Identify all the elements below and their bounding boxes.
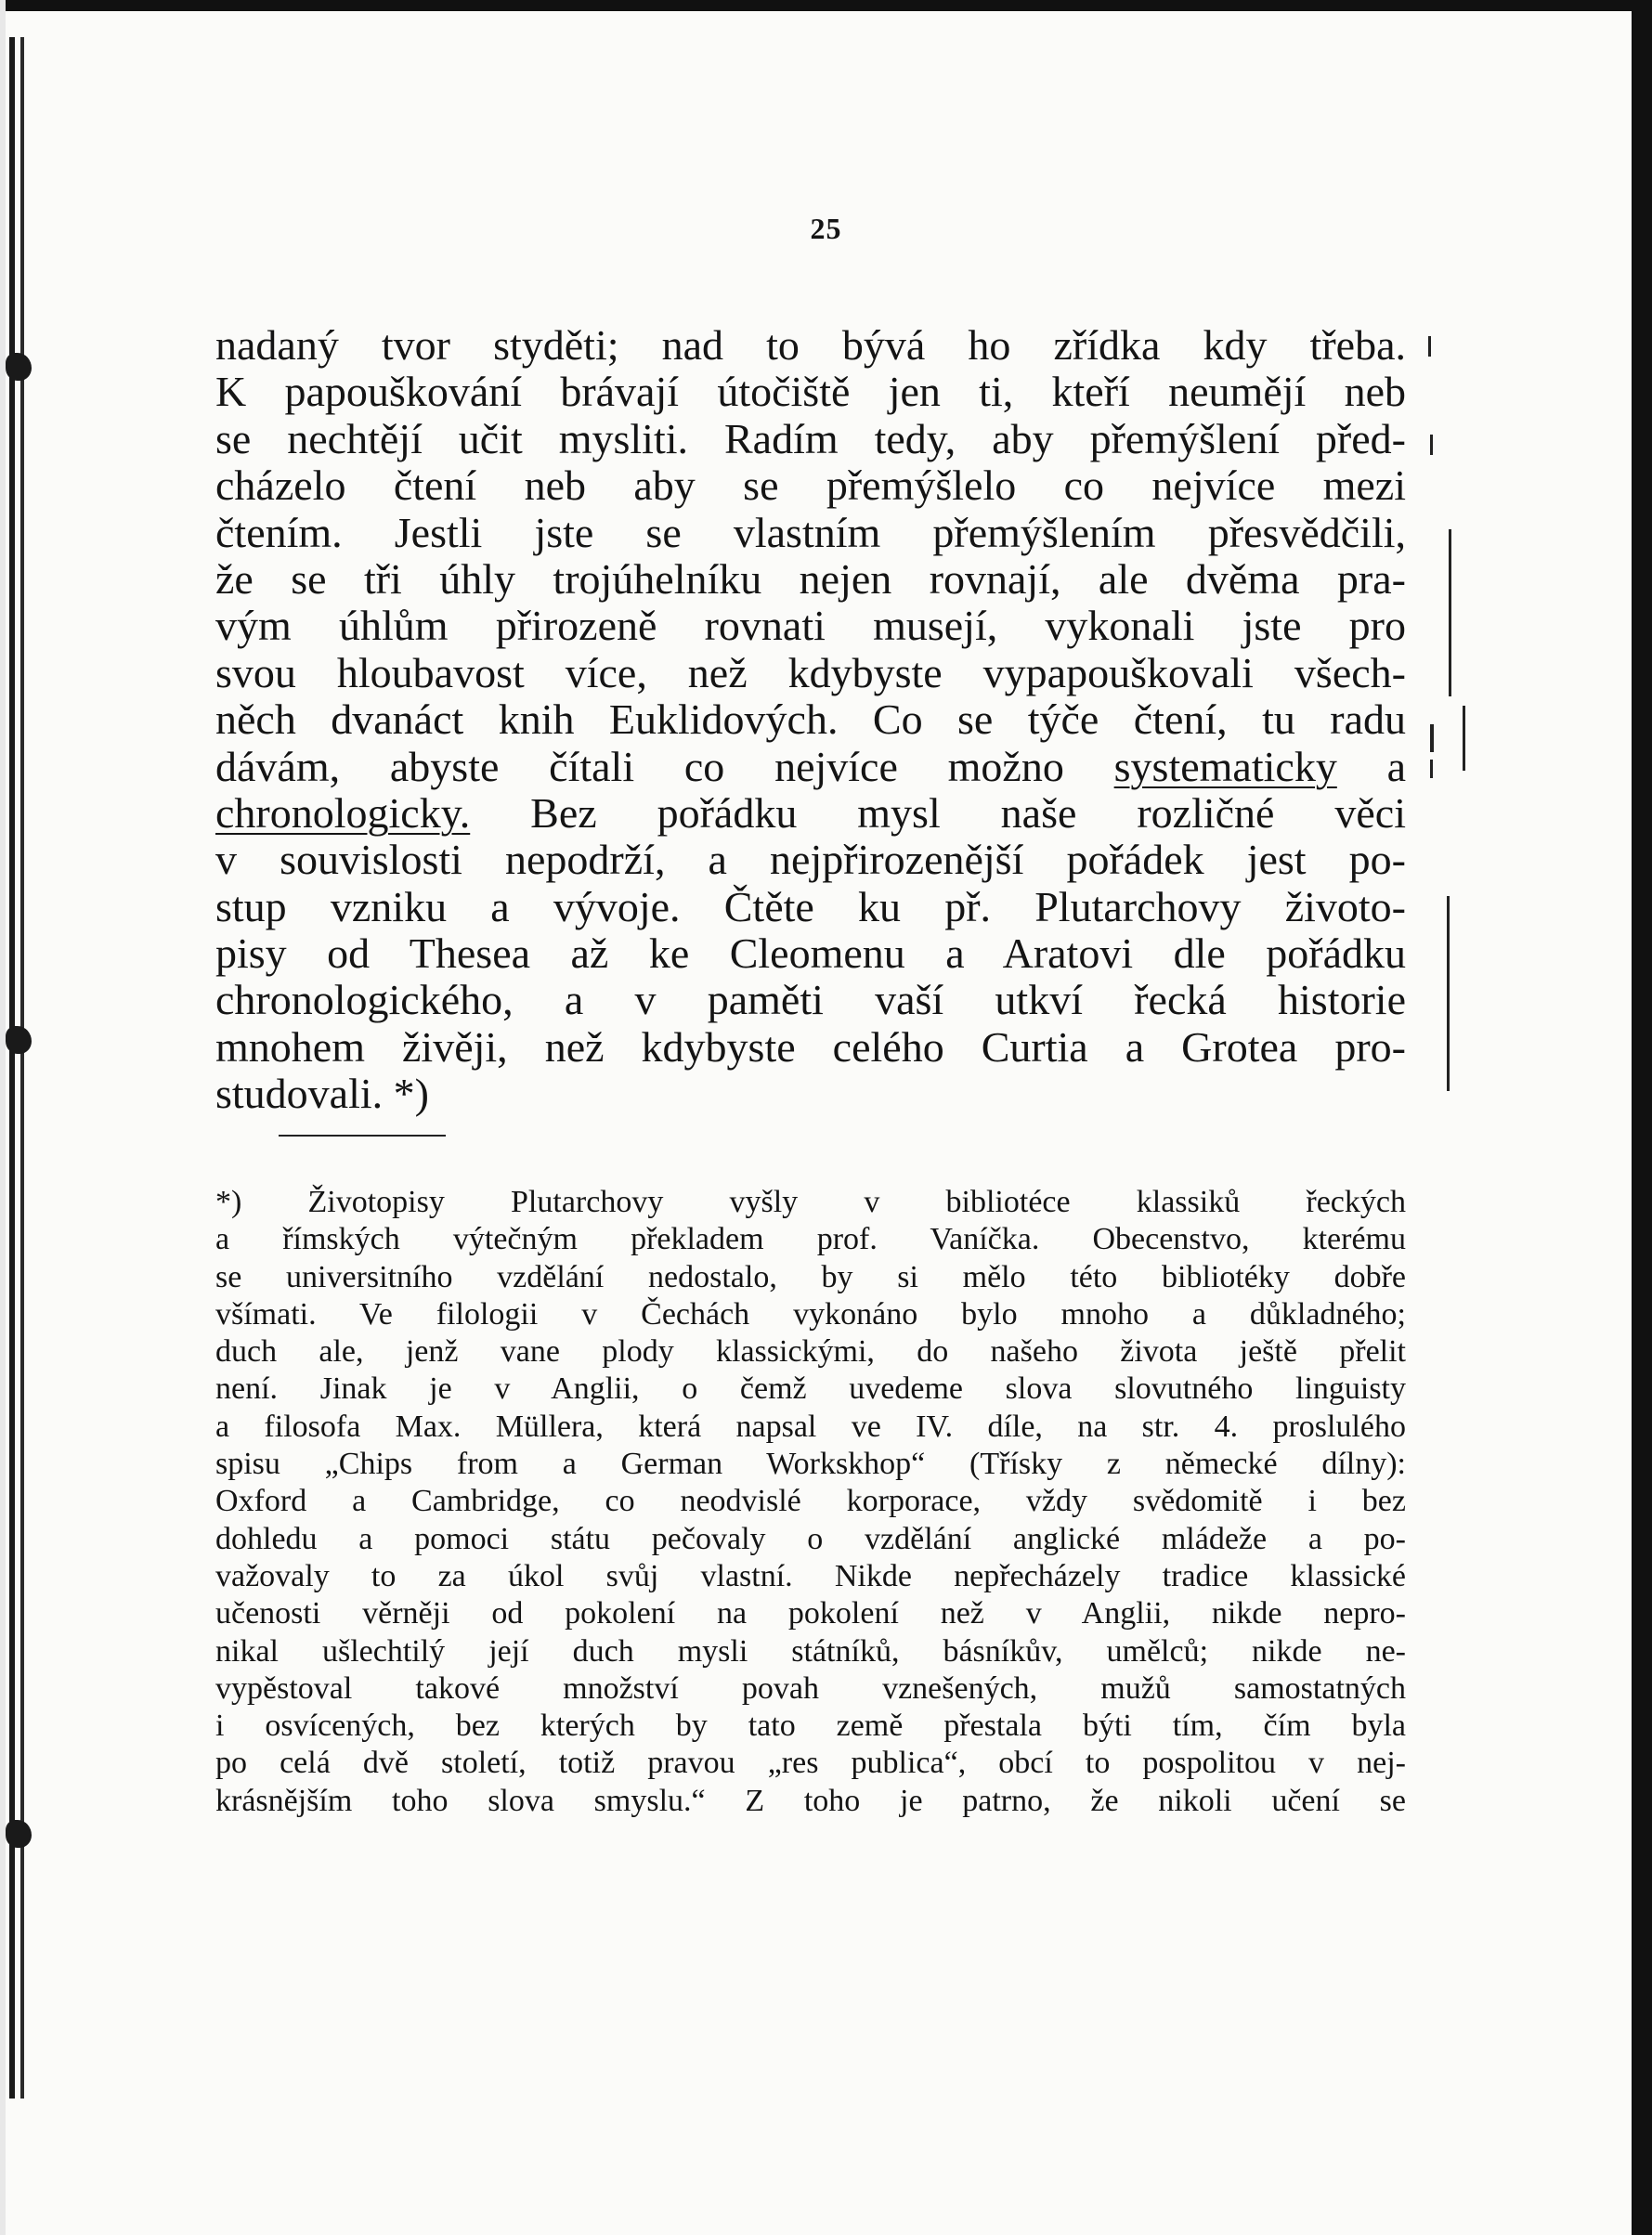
footnote-line: a římských výtečným překladem prof. Vaníčka. Obecenstvo, kterému	[215, 1222, 1406, 1257]
binding-knot	[6, 353, 32, 381]
body-line: chronologického, a v paměti vaší utkví řecká historie	[215, 976, 1406, 1024]
footnote	[215, 1184, 1406, 1820]
margin-mark	[1430, 760, 1433, 778]
footnote-line: vypěstoval takové množství povah vznešených, mužů samostatných	[215, 1670, 1406, 1706]
body-line: v souvislosti nepodrží, a nejpřirozenější pořádek jest po-	[215, 836, 1406, 884]
footnote-line: Oxford a Cambridge, co neodvislé korporace, vždy svědomitě i bez	[215, 1484, 1406, 1519]
body-line: vým úhlům přirozeně rovnati musejí, vykonali jste pro	[215, 602, 1406, 650]
footnote-line: krásnějším toho slova smyslu.“ Z toho je patrno, že nikoli učení se	[215, 1783, 1406, 1818]
margin-mark	[1449, 529, 1451, 696]
scan-top-edge	[0, 0, 1652, 11]
footnote-line: učenosti věrněji od pokolení na pokolení než v Anglii, nikde nepro-	[215, 1596, 1406, 1631]
footnote-line: dohledu a pomoci státu pečovaly o vzdělání anglické mládeže a po-	[215, 1521, 1406, 1556]
body-line: něch dvanáct knih Euklidových. Co se týče čtení, tu radu	[215, 695, 1406, 744]
underlined-word: chronologicky.	[215, 788, 471, 837]
footnote-line: nikal ušlechtilý její duch mysli státníků, básníkův, umělců; nikde ne-	[215, 1633, 1406, 1669]
margin-mark	[1447, 896, 1450, 1091]
body-line: mnohem živěji, než kdybyste celého Curtia a Grotea pro-	[215, 1022, 1406, 1071]
text-segment: dávám, abyste čítali co nejvíce možno	[215, 742, 1064, 790]
body-line-underlined	[215, 790, 1406, 837]
footnote-line: po celá dvě století, totiž pravou „res publica“, obcí to pospolitou v nej-	[215, 1746, 1406, 1781]
footnote-line: *) Životopisy Plutarchovy vyšly v bibliotéce klassiků řeckých	[215, 1185, 1406, 1219]
scan-right-edge	[1632, 0, 1652, 2235]
binding-knot	[6, 1820, 32, 1848]
body-line: nadaný tvor styděti; nad to bývá ho zřídka kdy třeba.	[215, 321, 1406, 369]
text-segment: a	[1386, 742, 1407, 790]
margin-mark	[1430, 724, 1434, 752]
page-number: 25	[810, 212, 842, 245]
footnote-rule	[279, 1135, 446, 1137]
body-line: svou hloubavost více, než kdybyste vypapouškovali všech-	[215, 648, 1406, 696]
body-line: že se tři úhly trojúhelníku nejen rovnají, ale dvěma pra-	[215, 554, 1406, 603]
text-segment: Bez pořádku mysl naše rozličné věci	[530, 788, 1406, 837]
footnote-line: není. Jinak je v Anglii, o čemž uvedeme slova slovutného linguisty	[215, 1371, 1406, 1407]
footnote-line: duch ale, jenž vane plody klassickými, do našeho života ještě přelit	[215, 1334, 1406, 1370]
body-line: K papouškování brávají útočiště jen ti, kteří neumějí neb	[215, 368, 1406, 416]
margin-mark	[1430, 435, 1433, 455]
footnote-line: a filosofa Max. Müllera, která napsal ve IV. díle, na str. 4. proslulého	[215, 1409, 1406, 1444]
underlined-word: systematicky	[1113, 742, 1337, 790]
footnote-line: i osvícených, bez kterých by tato země přestala býti tím, čím byla	[215, 1709, 1406, 1744]
body-line: pisy od Thesea až ke Cleomenu a Aratovi dle pořádku	[215, 929, 1406, 978]
body-line: cházelo čtení neb aby se přemýšlelo co nejvíce mezi	[215, 461, 1406, 510]
binding-knot	[6, 1026, 32, 1054]
body-line: čtením. Jestli jste se vlastním přemýšlením přesvědčili,	[215, 508, 1406, 556]
binding-cord	[9, 37, 15, 2099]
body-line: studovali. *)	[215, 1070, 429, 1118]
footnote-line: všímati. Ve filologii v Čechách vykonáno bylo mnoho a důkladného;	[215, 1296, 1406, 1332]
footnote-line: spisu „Chips from a German Workskhop“ (Třísky z německé dílny):	[215, 1447, 1406, 1482]
footnote-line: se universitního vzdělání nedostalo, by si mělo této bibliotéky dobře	[215, 1259, 1406, 1294]
footnote-line: važovaly to za úkol svůj vlastní. Nikde nepřecházely tradice klassické	[215, 1558, 1406, 1593]
margin-mark	[1428, 336, 1431, 357]
main-paragraph	[215, 322, 1406, 1118]
binding-edge	[0, 0, 6, 2235]
body-line: stup vzniku a vývoje. Čtěte ku př. Plutarchovy životo-	[215, 882, 1406, 930]
body-line: se nechtějí učit mysliti. Radím tedy, aby přemýšlení před-	[215, 414, 1406, 462]
binding-cord	[20, 37, 24, 2099]
book-binding	[0, 0, 37, 2235]
margin-mark	[1463, 706, 1465, 771]
body-line-underlined	[215, 744, 1406, 790]
